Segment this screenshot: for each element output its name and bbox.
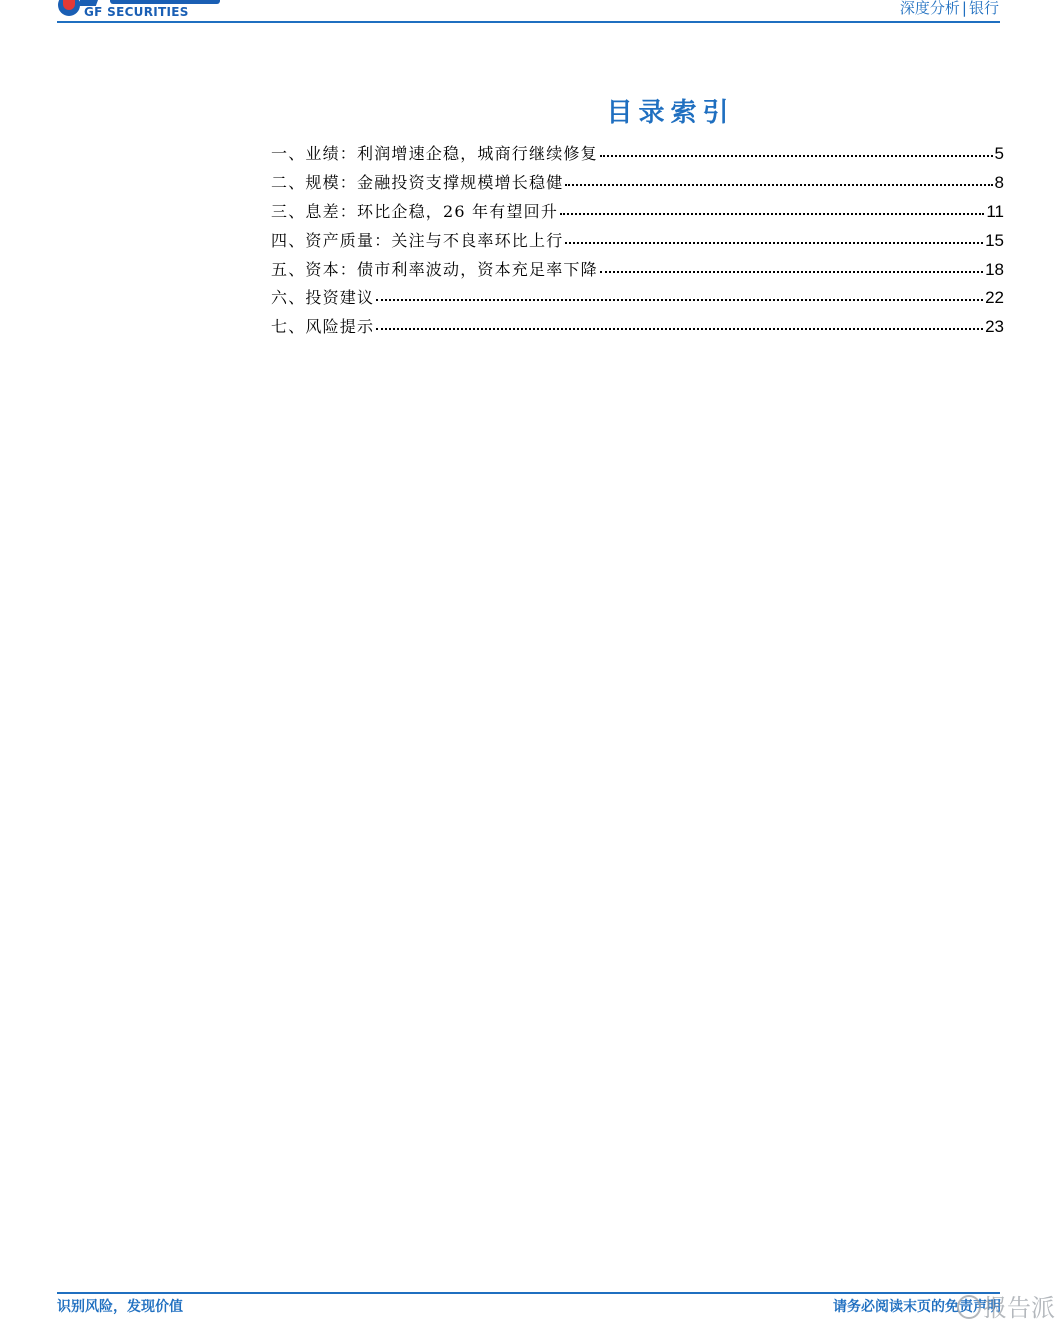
- toc-leader-dots: [600, 143, 993, 159]
- toc-entry-label: 六、投资建议: [271, 288, 375, 308]
- toc-entry-label: 一、业绩：利润增速企稳，城商行继续修复: [271, 144, 598, 163]
- watermark-text: 报告派: [983, 1294, 1055, 1320]
- toc-leader-dots: [600, 259, 983, 275]
- toc-entry-3[interactable]: [271, 201, 1004, 230]
- watermark: [957, 1288, 1055, 1320]
- toc-leader-dots: [376, 316, 983, 332]
- toc-entry-page: 5: [994, 144, 1004, 163]
- toc-leader-dots: [560, 201, 984, 217]
- industry-label: 银行: [968, 0, 999, 17]
- toc-entry-page: 11: [986, 201, 1004, 221]
- toc-leader-dots: [376, 287, 983, 303]
- toc-entry-page: 22: [985, 288, 1004, 308]
- logo-chinese-wordmark: [110, 0, 220, 4]
- watermark-logo-icon: [957, 1295, 981, 1319]
- toc-entry-5[interactable]: [271, 259, 1004, 288]
- toc-entry-label: 七、风险提示: [271, 317, 375, 337]
- toc-entry-label: 二、规模：金融投资支撑规模增长稳健: [271, 172, 564, 192]
- toc-entry-2[interactable]: [271, 172, 1004, 201]
- report-type: 深度分析: [899, 0, 960, 17]
- toc-entry-7[interactable]: [271, 316, 1004, 345]
- table-of-contents: [271, 143, 1004, 345]
- logo-text: GF SECURITIES: [84, 5, 189, 19]
- header-category: [900, 0, 999, 18]
- toc-entry-1[interactable]: [271, 143, 1004, 172]
- header-separator: |: [961, 0, 967, 17]
- toc-entry-page: 18: [985, 259, 1004, 279]
- footer-disclaimer-note: 请务必阅读末页的免责声明: [833, 1299, 1001, 1315]
- toc-title: 目录索引: [606, 98, 735, 128]
- footer-divider: [57, 1292, 1000, 1294]
- page-header: [0, 0, 1061, 24]
- toc-entry-page: 15: [985, 230, 1004, 250]
- toc-entry-4[interactable]: [271, 230, 1004, 259]
- header-divider: [57, 21, 1000, 23]
- toc-entry-label: 三、息差：环比企稳，26 年有望回升: [271, 201, 559, 221]
- toc-leader-dots: [565, 172, 992, 188]
- toc-entry-label: 四、资产质量：关注与不良率环比上行: [271, 230, 564, 250]
- toc-entry-page: 8: [994, 172, 1004, 192]
- toc-entry-6[interactable]: [271, 287, 1004, 316]
- toc-leader-dots: [565, 230, 983, 246]
- footer-slogan: 识别风险，发现价值: [57, 1299, 183, 1315]
- toc-entry-label: 五、资本：债市利率波动，资本充足率下降: [271, 259, 598, 279]
- toc-entry-page: 23: [985, 317, 1004, 337]
